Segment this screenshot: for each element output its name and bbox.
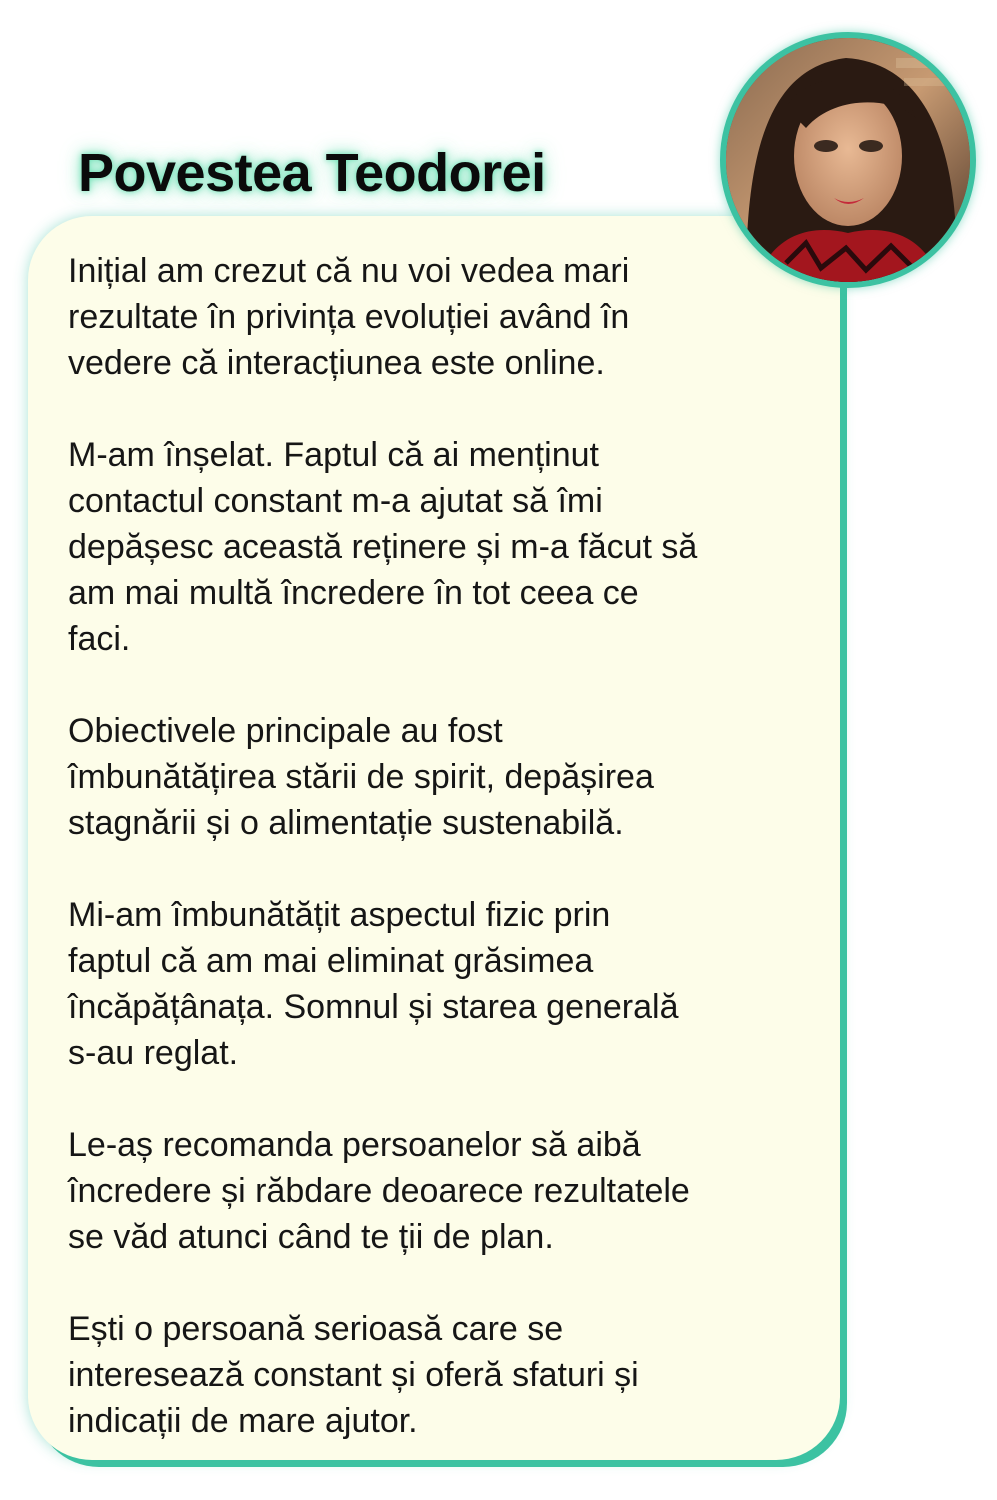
testimonial-paragraph: Le-aș recomanda persoanelor să aibă încredere și răbdare deoarece rezultatele se văd atunci când te ții de plan. xyxy=(68,1126,690,1256)
portrait-photo xyxy=(726,38,970,282)
testimonial-paragraph: Mi-am îmbunătățit aspectul fizic prin faptul că am mai eliminat grăsimea încăpățânața. Somnul și starea generală s-au reglat. xyxy=(68,896,679,1072)
testimonial-paragraph: Ești o persoană serioasă care se interesează constant și oferă sfaturi și indicații de mare ajutor. xyxy=(68,1310,639,1440)
avatar xyxy=(720,32,976,288)
page-title: Povestea Teodorei xyxy=(78,143,546,203)
testimonial-paragraph: Obiectivele principale au fost îmbunătățirea stării de spirit, depășirea stagnării și o alimentație sustenabilă. xyxy=(68,712,654,842)
testimonial-paragraph: Inițial am crezut că nu voi vedea mari rezultate în privința evoluției având în vedere că interacțiunea este online. xyxy=(68,252,630,382)
testimonial-paragraph: M-am înșelat. Faptul că ai menținut contactul constant m-a ajutat să îmi depășesc această reținere și m-a făcut să am mai multă încredere în tot ceea ce faci. xyxy=(68,436,698,658)
testimonial-card xyxy=(28,216,840,1460)
